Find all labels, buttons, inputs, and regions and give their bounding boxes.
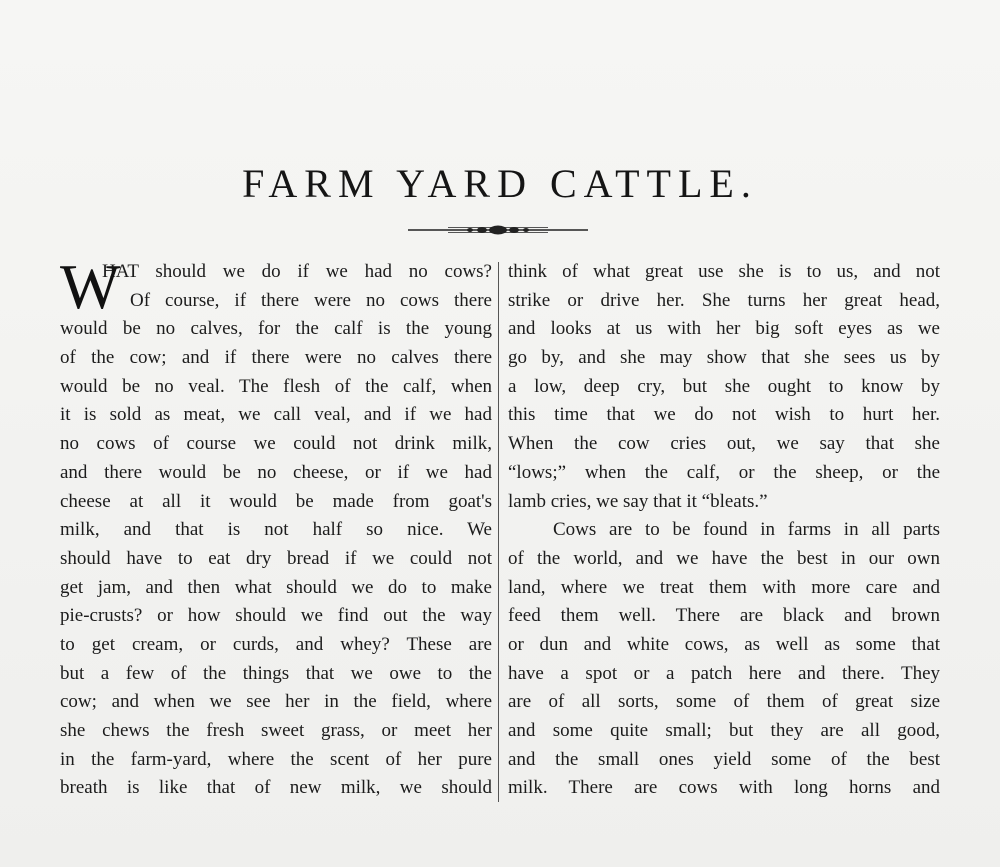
text-line: but a few of the things that we owe to the — [60, 662, 492, 684]
text-line: in the farm-yard, where the scent of her pure — [60, 748, 492, 770]
text-line: Of course, if there were no cows there — [130, 289, 492, 311]
text-line: milk, and that is not half so nice. We — [60, 519, 492, 541]
column-divider — [498, 262, 499, 802]
text-line: this time that we do not wish to hurt her. — [508, 404, 940, 426]
text-line: strike or drive her. She turns her great head, — [508, 289, 940, 311]
left-text-column — [60, 251, 492, 803]
page-title: FARM YARD CATTLE. — [242, 161, 758, 206]
text-line: or dun and white cows, as well as some that — [508, 633, 940, 655]
text-line: and some quite small; but they are all good, — [508, 720, 940, 741]
right-text-column — [508, 258, 940, 803]
text-line: it is sold as meat, we call veal, and if we had — [60, 404, 492, 426]
text-line: lamb cries, we say that it “bleats.” — [508, 490, 768, 512]
text-line: of the world, and we have the best in our own — [508, 547, 940, 569]
text-line: When the cow cries out, we say that she — [508, 433, 940, 455]
text-line: cheese at all it would be made from goat's — [60, 490, 492, 512]
text-line: “lows;” when the calf, or the sheep, or the — [508, 461, 940, 483]
text-line: would be no calves, for the calf is the young — [60, 318, 492, 340]
text-line: breath is like that of new milk, we should — [60, 777, 492, 799]
text-line: cow; and when we see her in the field, where — [60, 691, 492, 713]
text-line: milk. There are cows with long horns and — [508, 777, 940, 799]
text-line: a low, deep cry, but she ought to know by — [508, 375, 940, 397]
text-line: go by, and she may show that she sees us by — [508, 347, 940, 369]
text-line: of the cow; and if there were no calves there — [60, 347, 492, 369]
text-line: Cows are to be found in farms in all parts — [553, 519, 940, 541]
drop-cap: W — [60, 251, 121, 322]
text-line: feed them well. There are black and brown — [508, 605, 940, 627]
text-line: HAT should we do if we had no cows? — [102, 261, 492, 282]
text-line: get jam, and then what should we do to make — [60, 576, 492, 598]
text-line: should have to eat dry bread if we could not — [60, 547, 492, 569]
text-line: and looks at us with her big soft eyes as we — [508, 318, 940, 340]
text-line: she chews the fresh sweet grass, or meet her — [60, 720, 492, 741]
text-line: would be no veal. The flesh of the calf, when — [60, 375, 492, 397]
text-line: land, where we treat them with more care and — [508, 576, 940, 598]
text-line: and the small ones yield some of the best — [508, 748, 940, 770]
text-line: pie-crusts? or how should we find out the way — [60, 605, 492, 627]
text-line: to get cream, or curds, and whey? These are — [60, 633, 492, 655]
text-line: have a spot or a patch here and there. They — [508, 662, 940, 684]
text-line: and there would be no cheese, or if we had — [60, 461, 492, 483]
text-line: think of what great use she is to us, and not — [508, 261, 940, 282]
text-line: are of all sorts, some of them of great size — [508, 691, 940, 713]
text-line: no cows of course we could not drink milk, — [60, 433, 492, 455]
decorative-rule-icon — [408, 222, 588, 238]
